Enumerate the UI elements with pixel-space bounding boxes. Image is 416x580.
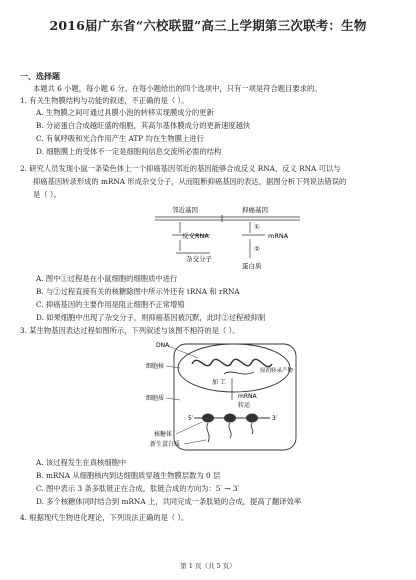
question-2-option-c: C. 抑癌基因的主要作用是阻止细胞不正常增殖 bbox=[36, 300, 185, 309]
dna-pointer bbox=[168, 346, 198, 358]
three-prime-label: 3′ bbox=[272, 415, 278, 422]
primary-transcript-label: 原初转录产物 bbox=[260, 368, 294, 374]
mrna-label-q3: mRNA bbox=[238, 393, 257, 400]
five-prime-label: 5′ bbox=[188, 415, 194, 422]
nascent-protein-pointer bbox=[184, 440, 206, 444]
dna-label: DNA bbox=[156, 342, 170, 349]
question-1-option-d: D. 细胞膜上的受体不一定是细胞间信息交流所必需的结构 bbox=[36, 147, 222, 156]
question-2-option-a: A. 图中①过程是在小鼠细胞的细胞质中进行 bbox=[36, 274, 178, 283]
ribosome-1 bbox=[202, 414, 214, 423]
question-2-stem-line2: 抑癌基因转录形成的 mRNA 形成杂交分子，从而阻断抑癌基因的表达，据图分析下列说法错误的 bbox=[33, 177, 347, 186]
peptide-chain-1 bbox=[207, 423, 209, 442]
processing-label: 加 工 bbox=[212, 379, 226, 386]
nucleus-label: 细胞核 bbox=[146, 363, 165, 370]
question-3-diagram bbox=[132, 338, 302, 453]
tumor-suppressor-gene-label: 抑癌基因 bbox=[242, 206, 268, 214]
neighbor-gene-label: 邻近基因 bbox=[172, 206, 198, 214]
primary-transcript-strand bbox=[224, 372, 254, 374]
question-1-option-a: A. 生物膜之间可通过具膜小泡的转移实现膜成分的更新 bbox=[36, 108, 214, 117]
ribosome-2 bbox=[224, 414, 236, 423]
antisense-rna-label: 反义RNA bbox=[182, 232, 209, 240]
question-3-option-d: D. 多个核糖体同时结合到 mRNA 上，共同完成一条肽链的合成，提高了翻译效率 bbox=[36, 497, 302, 506]
question-3-option-c: C. 图中表示 3 条多肽链正在合成，肽链合成的方向为：5′ → 3′ bbox=[36, 484, 240, 493]
mrna-label: mRNA bbox=[268, 232, 289, 240]
question-2-stem-line1: 2. 研究人员发现小鼠一条染色体上一个抑癌基因邻近的基因能够合成反义 RNA，反义 RNA 可以与 bbox=[20, 164, 341, 173]
question-3-option-a: A. 该过程发生在真核细胞中 bbox=[36, 458, 127, 467]
ribosome-pointer bbox=[176, 422, 202, 434]
step-2-label: ② bbox=[254, 245, 260, 253]
hybrid-molecule-label: 杂交分子 bbox=[186, 255, 212, 263]
cytoplasm-pointer bbox=[166, 398, 180, 400]
protein-label: 蛋白质 bbox=[242, 262, 262, 270]
section-intro: 本题共 6 小题，每小题 6 分。在每小题给出的四个选项中，只有一项是符合题目要求的。 bbox=[33, 84, 322, 93]
question-4-stem: 4. 根据现代生物进化理论，下列说法正确的是（ ）。 bbox=[20, 513, 189, 522]
dna-coil bbox=[192, 359, 272, 366]
question-2-option-b: B. 与②过程直接有关的核糖除图中所示外还有 tRNA 和 rRNA bbox=[36, 287, 240, 296]
transport-label: 转运 bbox=[238, 402, 251, 409]
ribosome-3 bbox=[246, 414, 258, 423]
section-heading: 一、选择题 bbox=[20, 71, 60, 81]
peptide-chain-2 bbox=[229, 423, 231, 438]
ribosome-label: 核糖体 bbox=[154, 431, 173, 438]
peptide-chain-3 bbox=[251, 423, 253, 434]
cytoplasm-label: 细胞质 bbox=[146, 395, 165, 402]
step-1-label: ① bbox=[254, 223, 260, 231]
question-1-option-b: B. 分泌蛋白合成越旺盛的细胞，其高尔基体膜成分的更新速度越快 bbox=[36, 121, 251, 130]
question-3-stem: 3. 某生物基因表达过程如图所示，下列叙述与该图不相符的是（ ）。 bbox=[20, 326, 240, 335]
question-1-stem: 1. 有关生物膜结构与功能的叙述，不正确的是（ ）。 bbox=[20, 96, 189, 105]
question-1-option-c: C. 有氧呼吸和光合作用产生 ATP 均在生物膜上进行 bbox=[36, 134, 204, 143]
question-2-option-d: D. 如果细胞中出现了杂交分子，则抑癌基因被沉默，此时②过程被抑制 bbox=[36, 313, 266, 322]
question-2-stem-line3: 是（ ）。 bbox=[33, 190, 61, 199]
question-2-diagram bbox=[150, 203, 320, 273]
question-3-option-b: B. mRNA 从细胞核内到达细胞质穿越生物膜层数为 0 层 bbox=[36, 471, 221, 480]
nascent-protein-label: 新生蛋白质 bbox=[150, 441, 181, 448]
page-footer: 第 1 页（共 5 页） bbox=[180, 562, 236, 570]
page-title: 2016届广东省“六校联盟”高三上学期第三次联考：生物 bbox=[49, 18, 367, 33]
